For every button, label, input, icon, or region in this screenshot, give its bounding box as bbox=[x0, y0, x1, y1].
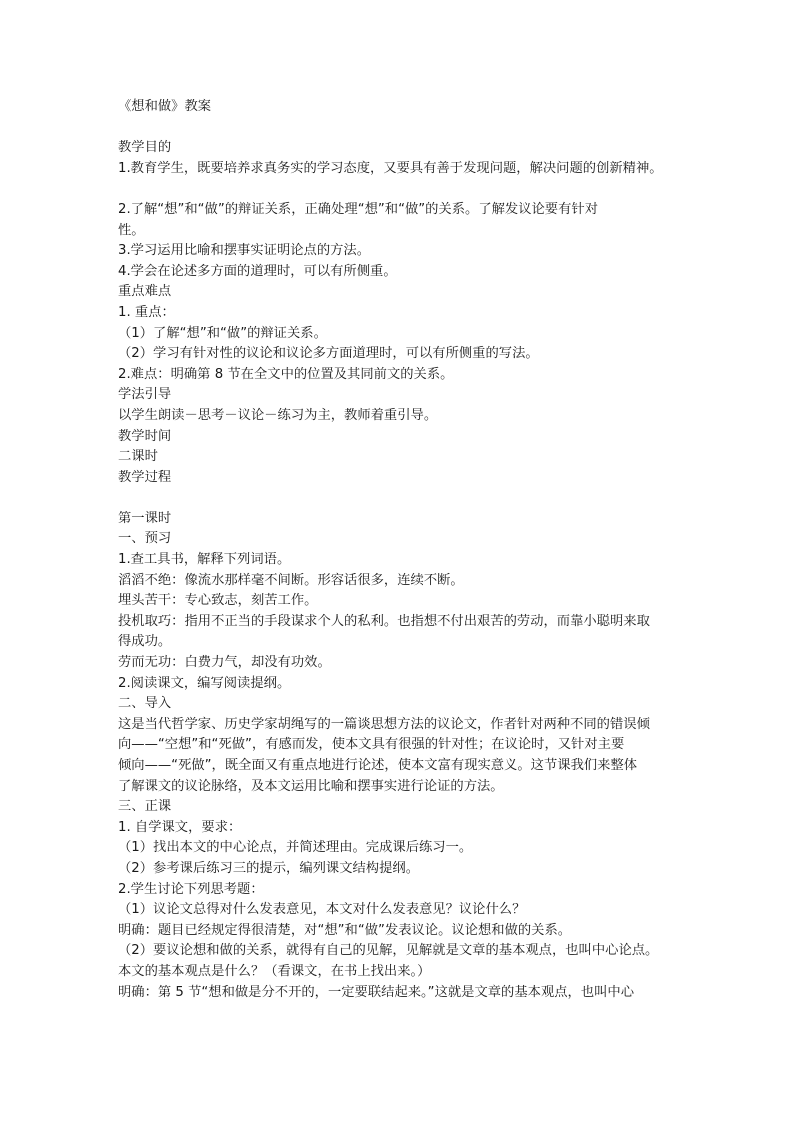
text-line: 二课时 bbox=[118, 449, 158, 465]
text-line: 一、预习 bbox=[118, 531, 172, 547]
text-line: 这是当代哲学家、历史学家胡绳写的一篇谈思想方法的议论文，作者针对两种不同的错误倾 bbox=[118, 716, 650, 732]
text-line: 了解课文的议论脉络，及本文运用比喻和摆事实进行论证的方法。 bbox=[118, 778, 504, 794]
text-line: 3.学习运用比喻和摆事实证明论点的方法。 bbox=[118, 243, 371, 259]
text-line: 投机取巧：指用不正当的手段谋求个人的私利。也指想不付出艰苦的劳动，而靠小聪明来取 bbox=[118, 613, 650, 629]
text-line: 劳而无功：白费力气，却没有功效。 bbox=[118, 655, 331, 671]
text-line: 以学生朗读－思考－议论－练习为主，教师着重引导。 bbox=[118, 407, 438, 423]
text-line: 三、正课 bbox=[118, 799, 172, 815]
text-line: 倾向——“死做”，既全面又有重点地进行论述，使本文富有现实意义。这节课我们来整体 bbox=[118, 758, 638, 773]
text-line: 2.阅读课文，编写阅读提纲。 bbox=[118, 675, 291, 691]
text-line: 2.学生讨论下列思考题： bbox=[118, 881, 264, 897]
text-line: （2）学习有针对性的议论和议论多方面道理时，可以有所侧重的写法。 bbox=[118, 346, 539, 362]
text-line: 重点难点 bbox=[118, 284, 172, 300]
text-line: （2）要议论想和做的关系，就得有自己的见解，见解就是文章的基本观点，也叫中心论点。 bbox=[118, 943, 659, 959]
text-line: 本文的基本观点是什么？（看课文，在书上找出来。） bbox=[118, 963, 431, 979]
text-line: 教学目的 bbox=[118, 140, 172, 156]
text-line: 明确：第 5 节“想和做是分不开的，一定要联结起来。”这就是文章的基本观点，也叫中心 bbox=[118, 984, 635, 1000]
text-line: 2.了解“想”和“做”的辩证关系，正确处理“想”和“做”的关系。了解发议论要有针对 bbox=[118, 201, 598, 217]
text-line: （1）找出本文的中心论点，并简述理由。完成课后练习一。 bbox=[118, 840, 473, 856]
document-body bbox=[118, 118, 688, 1004]
text-line: 滔滔不绝：像流水那样毫不间断。形容话很多，连续不断。 bbox=[118, 572, 464, 588]
blank-line bbox=[118, 118, 688, 139]
text-line: 教学过程 bbox=[118, 469, 172, 485]
text-line: （2）参考课后练习三的提示，编列课文结构提纲。 bbox=[118, 860, 419, 876]
text-line: 1.教育学生，既要培养求真务实的学习态度，又要具有善于发现问题，解决问题的创新精神。 bbox=[118, 160, 663, 176]
text-line: 明确：题目已经规定得很清楚，对“想”和“做”发表议论。议论想和做的关系。 bbox=[118, 922, 572, 938]
text-line: （1）了解“想”和“做”的辩证关系。 bbox=[118, 325, 327, 341]
text-line: 4.学会在论述多方面的道理时，可以有所侧重。 bbox=[118, 263, 397, 279]
text-line: 1. 自学课文，要求： bbox=[118, 819, 242, 835]
text-line: 1.查工具书，解释下列词语。 bbox=[118, 552, 291, 568]
text-line: 2.难点：明确第 8 节在全文中的位置及其同前文的关系。 bbox=[118, 366, 454, 382]
text-line: 性。 bbox=[118, 222, 145, 238]
text-line: 得成功。 bbox=[118, 634, 172, 650]
text-line: 学法引导 bbox=[118, 387, 172, 403]
text-line: 1. 重点： bbox=[118, 304, 175, 320]
text-line: 二、导入 bbox=[118, 696, 172, 712]
text-line: 埋头苦干：专心致志，刻苦工作。 bbox=[118, 593, 318, 609]
blank-line bbox=[118, 179, 688, 200]
text-line: 向——“空想”和“死做”，有感而发，使本文具有很强的针对性；在议论时，又针对主要 bbox=[118, 737, 625, 753]
text-line: 教学时间 bbox=[118, 428, 172, 444]
document-title: 《想和做》教案 bbox=[118, 99, 212, 114]
blank-line bbox=[118, 488, 688, 509]
text-line: 第一课时 bbox=[118, 510, 172, 526]
text-line: （1）议论文总得对什么发表意见，本文对什么发表意见？议论什么？ bbox=[118, 902, 526, 918]
document-page bbox=[118, 97, 688, 1003]
